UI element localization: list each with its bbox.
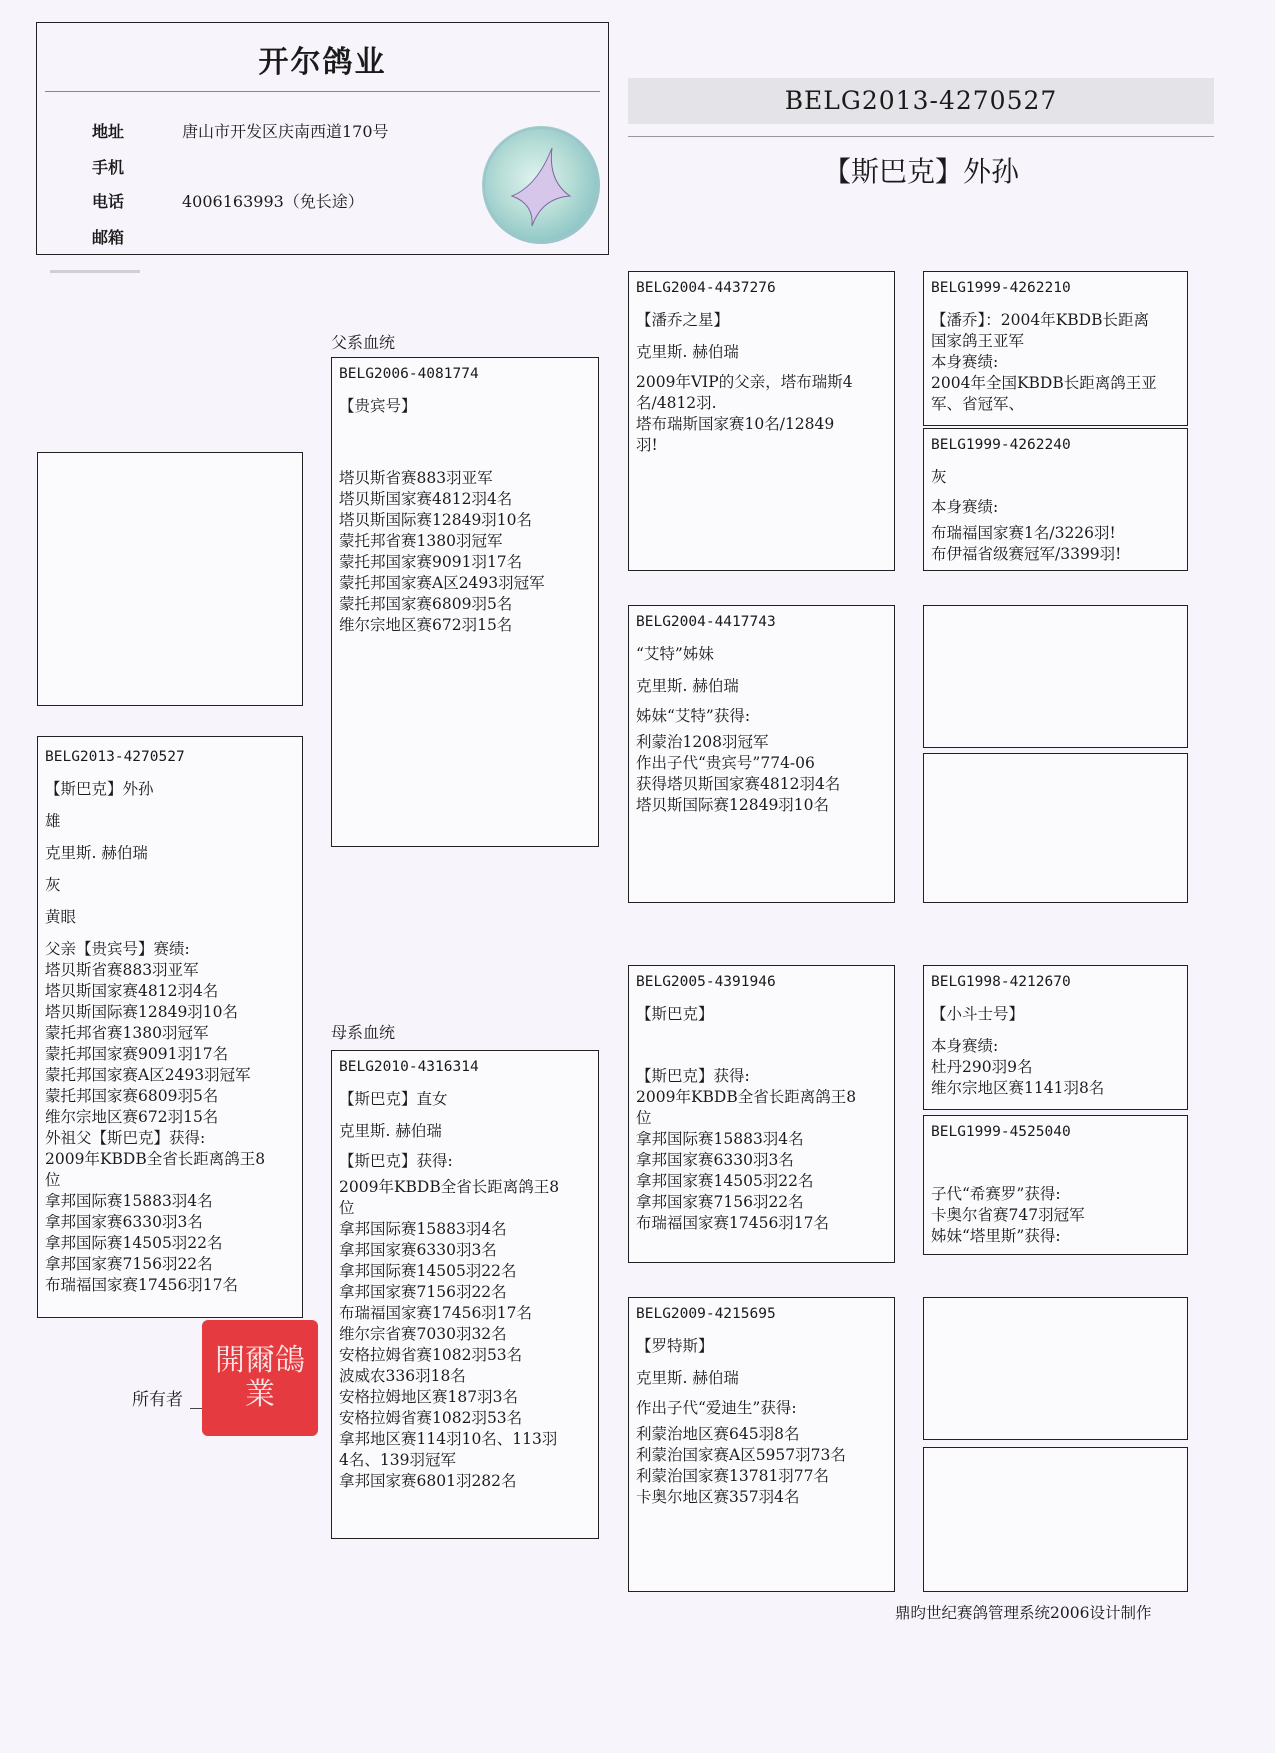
- photo-frame: [37, 452, 303, 706]
- dam-sire-dam-card: [923, 1115, 1188, 1255]
- pedigree-line: 作出子代“爱迪生”获得:: [636, 1399, 797, 1417]
- pedigree-line: 羽!: [636, 436, 658, 454]
- pedigree-line: 布瑞福国家赛17456羽17名: [636, 1214, 830, 1232]
- pedigree-line: 利蒙治1208羽冠军: [636, 733, 769, 751]
- pedigree-line: 塔贝斯国家赛4812羽4名: [45, 982, 219, 1000]
- pedigree-line: 安格拉姆地区赛187羽3名: [339, 1388, 518, 1406]
- pedigree-line: 【斯巴克】直女: [339, 1090, 448, 1108]
- pedigree-line: 克里斯. 赫伯瑞: [45, 844, 148, 862]
- pedigree-line: 布伊福省级赛冠军/3399羽!: [931, 545, 1122, 563]
- pedigree-line: 布瑞福国家赛17456羽17名: [339, 1304, 533, 1322]
- pedigree-line: 塔贝斯省赛883羽亚军: [45, 961, 199, 979]
- pedigree-line: 拿邦国家赛6330羽3名: [636, 1151, 794, 1169]
- empty-card: [923, 1447, 1188, 1592]
- pedigree-line: 黄眼: [45, 908, 77, 926]
- sire-section-label: 父系血统: [331, 333, 396, 352]
- pedigree-line: 灰: [931, 468, 947, 486]
- pedigree-line: 布瑞福国家赛17456羽17名: [45, 1276, 239, 1294]
- pedigree-line: 位: [636, 1109, 652, 1127]
- pedigree-line: 【斯巴克】获得:: [636, 1067, 750, 1085]
- email-label: 邮箱: [92, 228, 125, 247]
- pedigree-line: 蒙托邦省赛1380羽冠军: [45, 1024, 209, 1042]
- sire-card: [331, 357, 599, 847]
- divider: [45, 91, 600, 92]
- sire-sire-dam-card: [923, 428, 1188, 571]
- pedigree-line: 拿邦国际赛15883羽4名: [339, 1220, 507, 1238]
- pedigree-line: 维尔宗省赛7030羽32名: [339, 1325, 507, 1343]
- pedigree-line: 利蒙治国家赛A区5957羽73名: [636, 1446, 846, 1464]
- ring-number: BELG2004-4437276: [636, 280, 776, 296]
- ring-id: BELG2013-4270527: [784, 86, 1058, 115]
- pedigree-line: 本身赛绩:: [931, 498, 999, 516]
- dam-card: [331, 1050, 599, 1539]
- pedigree-line: 军、省冠军、: [931, 395, 1025, 413]
- ring-number: BELG2005-4391946: [636, 974, 776, 990]
- pedigree-line: 克里斯. 赫伯瑞: [339, 1122, 442, 1140]
- pedigree-line: 蒙托邦国家赛6809羽5名: [339, 595, 513, 613]
- mobile-label: 手机: [92, 158, 125, 177]
- smudge: [50, 270, 140, 273]
- pedigree-line: 克里斯. 赫伯瑞: [636, 1369, 739, 1387]
- pedigree-line: 拿邦国际赛14505羽22名: [339, 1262, 517, 1280]
- pedigree-line: 拿邦国家赛6330羽3名: [45, 1213, 203, 1231]
- ring-number: BELG1999-4262210: [931, 280, 1071, 296]
- pedigree-line: 拿邦国际赛15883羽4名: [45, 1192, 213, 1210]
- pedigree-line: 【贵宾号】: [339, 397, 417, 415]
- pedigree-line: 父亲【贵宾号】赛绩:: [45, 940, 190, 958]
- pedigree-line: 2009年VIP的父亲，塔布瑞斯4: [636, 373, 853, 391]
- pedigree-line: 塔贝斯国家赛4812羽4名: [339, 490, 513, 508]
- ring-number: BELG1999-4525040: [931, 1124, 1071, 1140]
- pedigree-line: 【潘乔】：2004年KBDB长距离: [931, 311, 1149, 329]
- pedigree-line: 子代“希赛罗”获得:: [931, 1185, 1061, 1203]
- pedigree-line: 塔布瑞斯国家赛10名/12849: [636, 415, 835, 433]
- sire-sire-sire-card: [923, 271, 1188, 426]
- phone-value: 4006163993（免长途）: [182, 192, 364, 211]
- pedigree-line: 安格拉姆省赛1082羽53名: [339, 1346, 523, 1364]
- pedigree-line: 蒙托邦国家赛6809羽5名: [45, 1087, 219, 1105]
- dam-dam-card: [628, 1297, 895, 1592]
- pedigree-line: 灰: [45, 876, 61, 894]
- pedigree-line: 2009年KBDB全省长距离鸽王8: [45, 1150, 266, 1168]
- pedigree-line: 拿邦国家赛6330羽3名: [339, 1241, 497, 1259]
- pedigree-line: 卡奥尔省赛747羽冠军: [931, 1206, 1085, 1224]
- seal-text: 開爾鴿業: [215, 1343, 305, 1412]
- pedigree-line: 塔贝斯国际赛12849羽10名: [339, 511, 533, 529]
- pedigree-line: 【斯巴克】外孙: [45, 780, 154, 798]
- pedigree-line: 拿邦国际赛14505羽22名: [45, 1234, 223, 1252]
- pedigree-line: 2009年KBDB全省长距离鸽王8: [636, 1088, 857, 1106]
- ring-number: BELG1999-4262240: [931, 437, 1071, 453]
- pedigree-line: 作出子代“贵宾号”774-06: [636, 754, 815, 772]
- dam-sire-sire-card: [923, 965, 1188, 1110]
- owner-label: 所有者: [132, 1390, 183, 1410]
- pedigree-line: 卡奥尔地区赛357羽4名: [636, 1488, 800, 1506]
- pedigree-line: 名/4812羽.: [636, 394, 717, 412]
- pedigree-line: 外祖父【斯巴克】获得:: [45, 1129, 206, 1147]
- pedigree-line: 安格拉姆省赛1082羽53名: [339, 1409, 523, 1427]
- red-seal-stamp: [202, 1320, 318, 1436]
- empty-card: [923, 605, 1188, 748]
- pedigree-line: 拿邦国家赛7156羽22名: [45, 1255, 213, 1273]
- pedigree-line: 杜丹290羽9名: [931, 1058, 1033, 1076]
- pedigree-line: 塔贝斯国际赛12849羽10名: [45, 1003, 239, 1021]
- pedigree-line: 蒙托邦国家赛A区2493羽冠军: [45, 1066, 251, 1084]
- ring-number: BELG2006-4081774: [339, 366, 479, 382]
- pedigree-line: 位: [339, 1199, 355, 1217]
- pedigree-line: 国家鸽王亚军: [931, 332, 1025, 350]
- pedigree-line: 【斯巴克】获得:: [339, 1152, 453, 1170]
- pedigree-line: 拿邦地区赛114羽10名、113羽: [339, 1430, 558, 1448]
- dam-section-label: 母系血统: [331, 1023, 396, 1042]
- subject-card: [37, 736, 303, 1318]
- pedigree-line: 拿邦国家赛14505羽22名: [636, 1172, 814, 1190]
- sire-sire-card: [628, 271, 895, 571]
- divider: [628, 136, 1214, 137]
- pedigree-line: 布瑞福国家赛1名/3226羽!: [931, 524, 1116, 542]
- pedigree-line: 维尔宗地区赛672羽15名: [45, 1108, 219, 1126]
- address-value: 唐山市开发区庆南西道170号: [182, 122, 389, 141]
- pedigree-line: 获得塔贝斯国家赛4812羽4名: [636, 775, 841, 793]
- ring-number: BELG2004-4417743: [636, 614, 776, 630]
- pedigree-line: 【斯巴克】: [636, 1005, 714, 1023]
- pedigree-line: 拿邦国家赛6801羽282名: [339, 1472, 517, 1490]
- empty-card: [923, 753, 1188, 903]
- company-card: [36, 22, 609, 255]
- pedigree-line: 拿邦国际赛15883羽4名: [636, 1130, 804, 1148]
- pedigree-line: 蒙托邦国家赛9091羽17名: [339, 553, 523, 571]
- pedigree-line: 塔贝斯国际赛12849羽10名: [636, 796, 830, 814]
- pedigree-line: 位: [45, 1171, 61, 1189]
- pedigree-line: 塔贝斯省赛883羽亚军: [339, 469, 493, 487]
- pedigree-line: 蒙托邦国家赛A区2493羽冠军: [339, 574, 545, 592]
- pedigree-line: 波威农336羽18名: [339, 1367, 466, 1385]
- ring-number: BELG2010-4316314: [339, 1059, 479, 1075]
- empty-card: [923, 1297, 1188, 1440]
- footer-credit: 鼎昀世纪赛鸽管理系统2006设计制作: [895, 1604, 1152, 1622]
- pedigree-line: 维尔宗地区赛672羽15名: [339, 616, 513, 634]
- sire-dam-card: [628, 605, 895, 903]
- pedigree-line: 本身赛绩:: [931, 1037, 999, 1055]
- pedigree-line: 本身赛绩:: [931, 353, 999, 371]
- dam-sire-card: [628, 965, 895, 1263]
- pedigree-line: 克里斯. 赫伯瑞: [636, 677, 739, 695]
- pedigree-line: 利蒙治国家赛13781羽77名: [636, 1467, 830, 1485]
- pedigree-line: 克里斯. 赫伯瑞: [636, 343, 739, 361]
- pigeon-title: 【斯巴克】外孙: [822, 155, 1019, 188]
- pedigree-line: 雄: [45, 812, 61, 830]
- pedigree-line: 蒙托邦国家赛9091羽17名: [45, 1045, 229, 1063]
- pedigree-line: 2004年全国KBDB长距离鸽王亚: [931, 374, 1157, 392]
- phone-label: 电话: [92, 192, 125, 211]
- pedigree-line: “艾特”姊妹: [636, 645, 714, 663]
- pedigree-line: 4名、139羽冠军: [339, 1451, 456, 1469]
- pedigree-line: 蒙托邦省赛1380羽冠军: [339, 532, 503, 550]
- pedigree-line: 拿邦国家赛7156羽22名: [339, 1283, 507, 1301]
- ring-number: BELG2013-4270527: [45, 749, 185, 765]
- pedigree-line: 利蒙治地区赛645羽8名: [636, 1425, 800, 1443]
- pedigree-line: 【罗特斯】: [636, 1337, 714, 1355]
- pedigree-line: 2009年KBDB全省长距离鸽王8: [339, 1178, 560, 1196]
- ring-number: BELG1998-4212670: [931, 974, 1071, 990]
- ring-id-bar: [628, 78, 1214, 124]
- pedigree-line: 【潘乔之星】: [636, 311, 730, 329]
- ring-number: BELG2009-4215695: [636, 1306, 776, 1322]
- pedigree-line: 姊妹“艾特”获得:: [636, 707, 751, 725]
- pedigree-line: 姊妹“塔里斯”获得:: [931, 1227, 1061, 1245]
- hologram-logo-icon: [482, 126, 600, 244]
- pedigree-line: 维尔宗地区赛1141羽8名: [931, 1079, 1105, 1097]
- company-name: 开尔鸽业: [258, 45, 387, 80]
- pedigree-line: 【小斗士号】: [931, 1005, 1025, 1023]
- address-label: 地址: [92, 122, 125, 141]
- pedigree-line: 拿邦国家赛7156羽22名: [636, 1193, 804, 1211]
